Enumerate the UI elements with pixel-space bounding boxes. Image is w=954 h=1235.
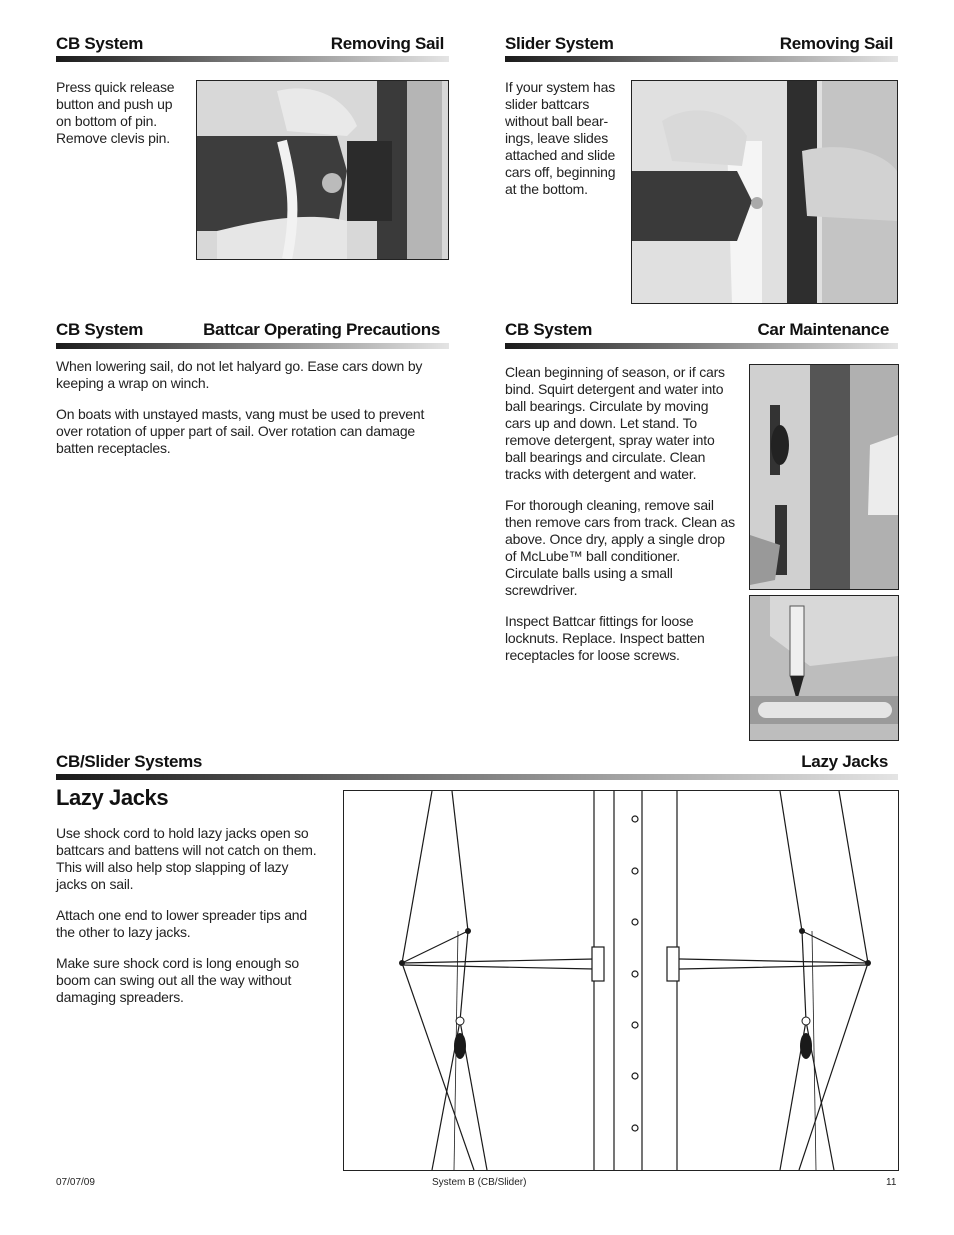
section-title-right: Lazy Jacks bbox=[801, 752, 888, 771]
section-header-cb-removing bbox=[56, 32, 444, 54]
section-rule bbox=[505, 343, 898, 349]
section-title-right: Removing Sail bbox=[330, 34, 444, 53]
photo-ball-conditioner bbox=[749, 595, 899, 741]
page-heading: Lazy Jacks bbox=[56, 785, 169, 810]
section-title-right: Car Maintenance bbox=[757, 320, 889, 339]
section-title-left: CB System bbox=[56, 34, 144, 53]
section-rule bbox=[505, 56, 898, 62]
section-text: Press quick release button and push up on bottom of pin. Remove clevis pin. bbox=[56, 79, 175, 146]
section-header-lazy-jacks bbox=[56, 750, 888, 772]
photo-detergent-bottle bbox=[749, 364, 899, 590]
section-header-cb-precautions bbox=[56, 318, 440, 340]
section-title-left: CB/Slider Systems bbox=[56, 752, 203, 771]
section-rule bbox=[56, 343, 449, 349]
section-rule bbox=[56, 774, 898, 780]
footer-document-title: System B (CB/Slider) bbox=[432, 1177, 527, 1188]
lazy-jacks-diagram bbox=[343, 790, 899, 1171]
section-title-left: CB System bbox=[505, 320, 593, 339]
section-text: Clean beginning of season, or if cars bind. Squirt detergent and water into ball bearings. Circulate by moving cars up and down. Let stand. To remove detergent, spray water into ball bearings and circulate. Clean tracks with detergent and water. For thorough cleaning, remove sail then remove cars from track. Clean as above. Once dry, apply a single drop of McLube™ ball conditioner. Circulate balls using a small screwdriver. Inspect Battcar fittings for loose locknuts. Replace. Inspect batten receptacles for loose screws. bbox=[505, 364, 735, 663]
section-text: Use shock cord to hold lazy jacks open so battcars and battens will not catch on them. This will also help stop slapping of lazy jacks on sail. Attach one end to lower spreader tips and the other to lazy jacks. Make sure shock cord is long enough so boom can swing out all the way without damaging spreaders. bbox=[56, 825, 317, 1005]
section-text: If your system has slider battcars without ball bear-ings, leave slides attached and slide cars off, beginning at the bottom. bbox=[505, 79, 616, 197]
footer-page-number: 11 bbox=[886, 1177, 897, 1188]
section-title-right: Battcar Operating Precautions bbox=[203, 320, 440, 339]
photo-quick-release-pin bbox=[196, 80, 449, 260]
section-header-cb-maintenance bbox=[505, 318, 889, 340]
photo-slider-cars bbox=[631, 80, 898, 304]
section-title-right: Removing Sail bbox=[779, 34, 893, 53]
section-rule bbox=[56, 56, 449, 62]
section-text: When lowering sail, do not let halyard go. Ease cars down by keeping a wrap on winch. On boats with unstayed masts, vang must be used to prevent over rotation of upper part of sail. Over rotation can damage batten receptacles. bbox=[56, 358, 425, 456]
section-header-slider-removing bbox=[505, 32, 893, 54]
section-title-left: CB System bbox=[56, 320, 144, 339]
footer-date: 07/07/09 bbox=[56, 1177, 95, 1188]
section-title-left: Slider System bbox=[505, 34, 614, 53]
